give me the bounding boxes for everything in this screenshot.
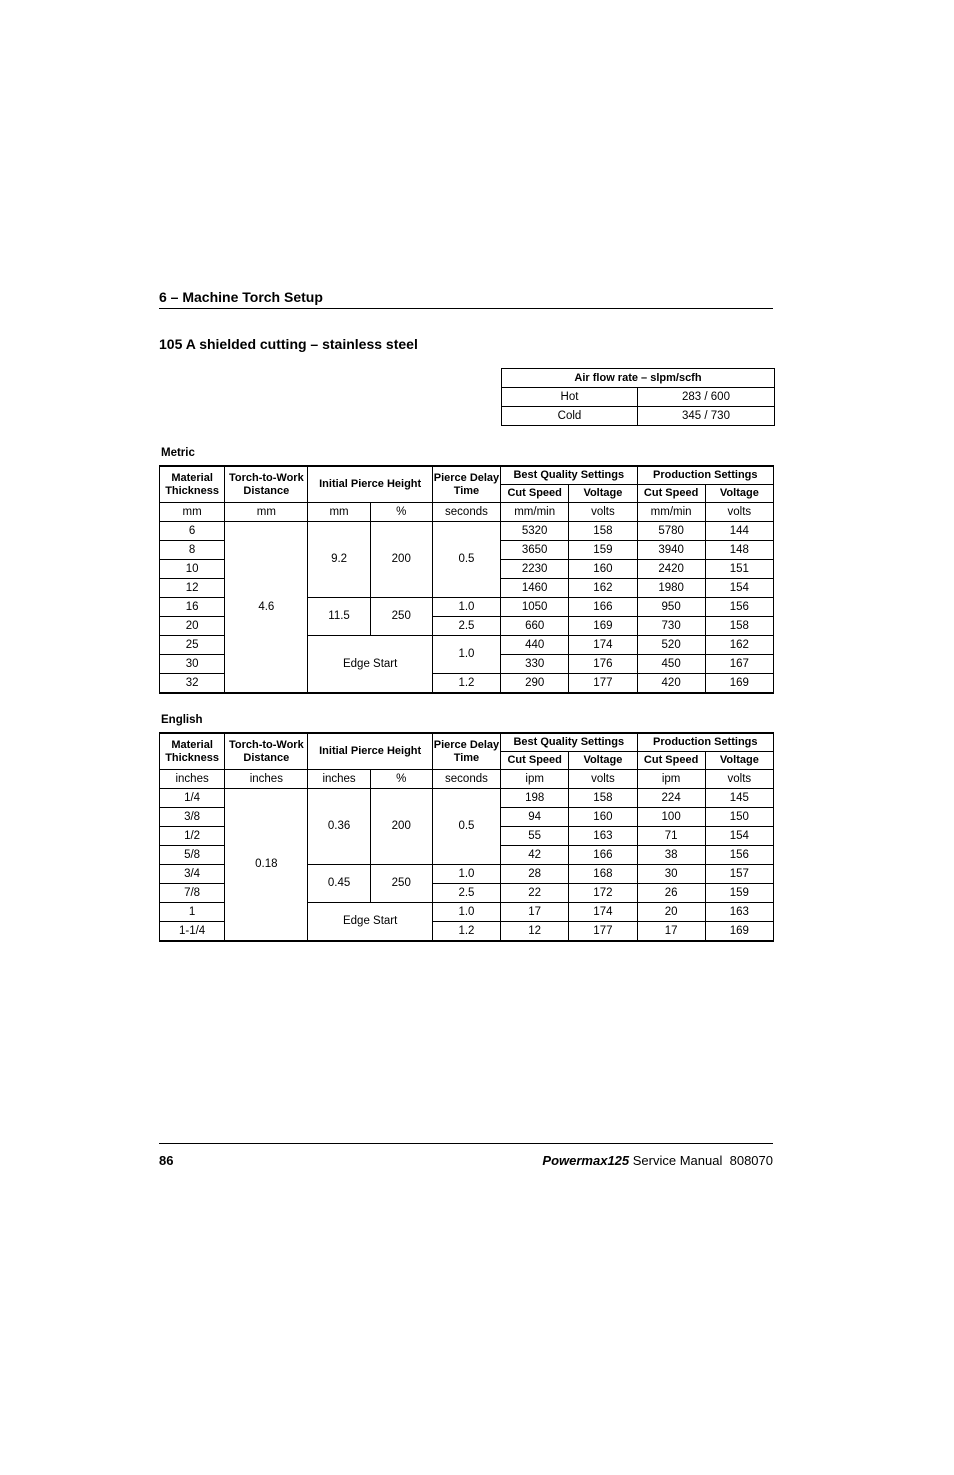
production-cut-speed-cell: 38 [637, 846, 705, 865]
best-voltage-cell: 166 [569, 846, 637, 865]
production-voltage-cell: 157 [705, 865, 773, 884]
production-voltage-cell: 151 [705, 560, 773, 579]
production-cut-speed-header: Cut Speed [637, 485, 705, 503]
unit-cell: inches [160, 770, 225, 789]
production-cut-speed-cell: 1980 [637, 579, 705, 598]
metric-label: Metric [161, 447, 195, 459]
brand-name: Powermax125 [542, 1153, 630, 1168]
unit-cell: % [370, 503, 432, 522]
best-cut-speed-header: Cut Speed [501, 752, 569, 770]
unit-cell: mm [308, 503, 370, 522]
production-cut-speed-cell: 30 [637, 865, 705, 884]
material-thickness-cell: 1/4 [160, 789, 225, 808]
unit-cell: volts [705, 770, 773, 789]
material-thickness-header: Material Thickness [160, 733, 225, 770]
torch-distance-header: Torch-to-Work Distance [225, 466, 308, 503]
production-cut-speed-cell: 3940 [637, 541, 705, 560]
pierce-percent-cell: 250 [370, 865, 432, 903]
pierce-percent-cell: 200 [370, 789, 432, 865]
best-voltage-cell: 176 [569, 655, 637, 674]
unit-cell: mm/min [637, 503, 705, 522]
material-thickness-cell: 8 [160, 541, 225, 560]
best-cut-speed-cell: 42 [501, 846, 569, 865]
air-flow-label: Hot [502, 388, 638, 407]
production-voltage-cell: 154 [705, 827, 773, 846]
pierce-delay-cell: 2.5 [432, 617, 500, 636]
unit-cell: volts [569, 770, 637, 789]
material-thickness-cell: 25 [160, 636, 225, 655]
table-row [502, 388, 775, 407]
production-cut-speed-cell: 950 [637, 598, 705, 617]
material-thickness-cell: 5/8 [160, 846, 225, 865]
production-cut-speed-cell: 224 [637, 789, 705, 808]
pierce-height-header: Initial Pierce Height [308, 466, 432, 503]
best-voltage-cell: 160 [569, 808, 637, 827]
metric-cut-chart [159, 465, 774, 694]
best-voltage-cell: 158 [569, 789, 637, 808]
table-row [160, 522, 774, 541]
air-flow-value: 345 / 730 [638, 407, 775, 426]
best-cut-speed-cell: 12 [501, 922, 569, 942]
material-thickness-cell: 20 [160, 617, 225, 636]
pierce-height-cell: 11.5 [308, 598, 370, 636]
material-thickness-cell: 30 [160, 655, 225, 674]
production-voltage-cell: 154 [705, 579, 773, 598]
material-thickness-cell: 1/2 [160, 827, 225, 846]
best-voltage-cell: 160 [569, 560, 637, 579]
pierce-delay-cell: 1.0 [432, 903, 500, 922]
pierce-delay-cell: 1.2 [432, 922, 500, 942]
best-voltage-cell: 169 [569, 617, 637, 636]
material-thickness-cell: 16 [160, 598, 225, 617]
pierce-height-cell: 0.45 [308, 865, 370, 903]
torch-distance-cell: 0.18 [225, 789, 308, 942]
production-header: Production Settings [637, 466, 773, 485]
material-thickness-cell: 32 [160, 674, 225, 694]
footer-divider [159, 1143, 773, 1144]
production-header: Production Settings [637, 733, 773, 752]
best-voltage-cell: 158 [569, 522, 637, 541]
english-cut-chart [159, 732, 774, 942]
unit-cell: volts [569, 503, 637, 522]
chapter-heading: 6 – Machine Torch Setup [159, 289, 323, 305]
best-voltage-header: Voltage [569, 485, 637, 503]
production-voltage-cell: 144 [705, 522, 773, 541]
pierce-delay-cell: 1.0 [432, 598, 500, 617]
best-voltage-header: Voltage [569, 752, 637, 770]
production-voltage-cell: 169 [705, 922, 773, 942]
material-thickness-cell: 1-1/4 [160, 922, 225, 942]
edge-start-cell: Edge Start [308, 903, 432, 942]
pierce-delay-cell: 2.5 [432, 884, 500, 903]
production-voltage-cell: 163 [705, 903, 773, 922]
unit-cell: inches [308, 770, 370, 789]
pierce-delay-header: Pierce Delay Time [432, 733, 500, 770]
best-voltage-cell: 177 [569, 674, 637, 694]
production-voltage-cell: 148 [705, 541, 773, 560]
unit-cell: ipm [637, 770, 705, 789]
unit-cell: ipm [501, 770, 569, 789]
best-voltage-cell: 174 [569, 636, 637, 655]
table-row [160, 789, 774, 808]
unit-cell: % [370, 770, 432, 789]
manual-title: Service Manual [632, 1153, 723, 1168]
production-cut-speed-cell: 2420 [637, 560, 705, 579]
best-cut-speed-cell: 28 [501, 865, 569, 884]
production-cut-speed-cell: 26 [637, 884, 705, 903]
unit-cell: mm [225, 503, 308, 522]
best-cut-speed-cell: 1460 [501, 579, 569, 598]
material-thickness-header: Material Thickness [160, 466, 225, 503]
best-voltage-cell: 168 [569, 865, 637, 884]
best-voltage-cell: 163 [569, 827, 637, 846]
production-voltage-cell: 158 [705, 617, 773, 636]
pierce-height-cell: 9.2 [308, 522, 370, 598]
material-thickness-cell: 3/8 [160, 808, 225, 827]
unit-cell: seconds [432, 503, 500, 522]
production-voltage-cell: 169 [705, 674, 773, 694]
torch-distance-header: Torch-to-Work Distance [225, 733, 308, 770]
unit-cell: volts [705, 503, 773, 522]
best-cut-speed-cell: 5320 [501, 522, 569, 541]
production-cut-speed-cell: 450 [637, 655, 705, 674]
best-quality-header: Best Quality Settings [501, 466, 637, 485]
best-cut-speed-cell: 3650 [501, 541, 569, 560]
material-thickness-cell: 6 [160, 522, 225, 541]
best-cut-speed-cell: 1050 [501, 598, 569, 617]
production-voltage-cell: 150 [705, 808, 773, 827]
production-voltage-cell: 156 [705, 846, 773, 865]
production-voltage-cell: 156 [705, 598, 773, 617]
production-voltage-cell: 159 [705, 884, 773, 903]
production-cut-speed-cell: 100 [637, 808, 705, 827]
production-cut-speed-cell: 17 [637, 922, 705, 942]
unit-cell: seconds [432, 770, 500, 789]
pierce-delay-header: Pierce Delay Time [432, 466, 500, 503]
production-voltage-cell: 167 [705, 655, 773, 674]
material-thickness-cell: 10 [160, 560, 225, 579]
best-cut-speed-cell: 55 [501, 827, 569, 846]
best-voltage-cell: 159 [569, 541, 637, 560]
best-cut-speed-cell: 17 [501, 903, 569, 922]
pierce-height-cell: 0.36 [308, 789, 370, 865]
best-quality-header: Best Quality Settings [501, 733, 637, 752]
production-cut-speed-header: Cut Speed [637, 752, 705, 770]
material-thickness-cell: 3/4 [160, 865, 225, 884]
best-cut-speed-cell: 94 [501, 808, 569, 827]
best-cut-speed-cell: 22 [501, 884, 569, 903]
torch-distance-cell: 4.6 [225, 522, 308, 694]
best-cut-speed-cell: 198 [501, 789, 569, 808]
material-thickness-cell: 12 [160, 579, 225, 598]
english-label: English [161, 714, 203, 726]
air-flow-table [501, 368, 775, 426]
material-thickness-cell: 1 [160, 903, 225, 922]
production-voltage-header: Voltage [705, 752, 773, 770]
pierce-delay-cell: 0.5 [432, 522, 500, 598]
footer-document-info [542, 1153, 773, 1168]
best-voltage-cell: 177 [569, 922, 637, 942]
production-voltage-cell: 145 [705, 789, 773, 808]
air-flow-label: Cold [502, 407, 638, 426]
best-cut-speed-cell: 440 [501, 636, 569, 655]
pierce-height-header: Initial Pierce Height [308, 733, 432, 770]
pierce-percent-cell: 200 [370, 522, 432, 598]
pierce-delay-cell: 1.2 [432, 674, 500, 694]
document-number: 808070 [729, 1153, 773, 1168]
best-voltage-cell: 174 [569, 903, 637, 922]
section-title: 105 A shielded cutting – stainless steel [159, 336, 418, 352]
table-row [502, 407, 775, 426]
edge-start-cell: Edge Start [308, 636, 432, 694]
best-cut-speed-cell: 330 [501, 655, 569, 674]
unit-cell: mm/min [501, 503, 569, 522]
unit-cell: inches [225, 770, 308, 789]
production-cut-speed-cell: 420 [637, 674, 705, 694]
production-voltage-cell: 162 [705, 636, 773, 655]
best-voltage-cell: 172 [569, 884, 637, 903]
pierce-delay-cell: 1.0 [432, 636, 500, 674]
production-cut-speed-cell: 5780 [637, 522, 705, 541]
air-flow-header: Air flow rate – slpm/scfh [502, 369, 775, 388]
production-voltage-header: Voltage [705, 485, 773, 503]
material-thickness-cell: 7/8 [160, 884, 225, 903]
page-number: 86 [159, 1153, 174, 1168]
pierce-delay-cell: 1.0 [432, 865, 500, 884]
unit-cell: mm [160, 503, 225, 522]
pierce-percent-cell: 250 [370, 598, 432, 636]
chapter-divider [159, 308, 773, 309]
production-cut-speed-cell: 520 [637, 636, 705, 655]
best-cut-speed-header: Cut Speed [501, 485, 569, 503]
production-cut-speed-cell: 730 [637, 617, 705, 636]
best-cut-speed-cell: 2230 [501, 560, 569, 579]
best-cut-speed-cell: 660 [501, 617, 569, 636]
production-cut-speed-cell: 71 [637, 827, 705, 846]
best-voltage-cell: 162 [569, 579, 637, 598]
best-cut-speed-cell: 290 [501, 674, 569, 694]
best-voltage-cell: 166 [569, 598, 637, 617]
pierce-delay-cell: 0.5 [432, 789, 500, 865]
production-cut-speed-cell: 20 [637, 903, 705, 922]
air-flow-value: 283 / 600 [638, 388, 775, 407]
